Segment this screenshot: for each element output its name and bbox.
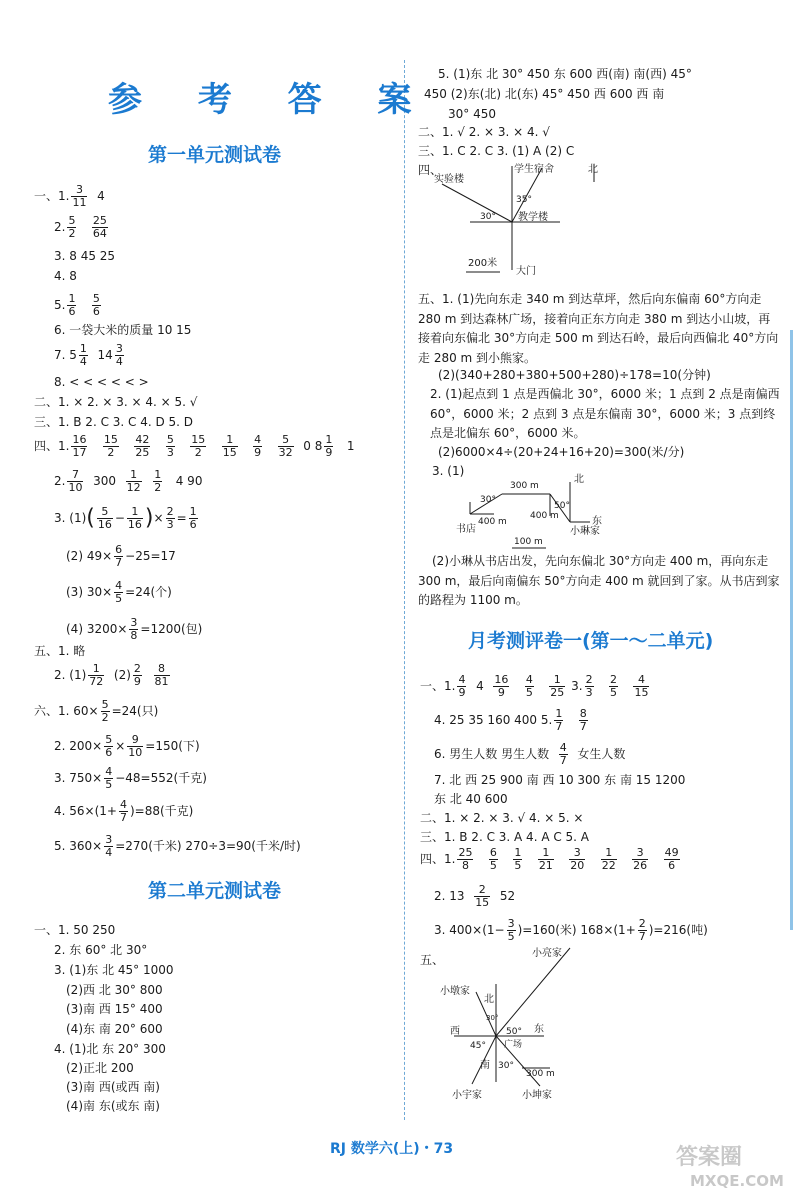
fraction: $\frac{1}{7}$ bbox=[555, 707, 563, 733]
column-divider bbox=[404, 60, 405, 1120]
route-diagram bbox=[450, 472, 620, 552]
fraction: $\frac{25}{64}$ bbox=[92, 214, 107, 240]
answer-line: 3. 400×(1− $\frac{3}{5}$ )=160(米) 168×(1+ $\frac{2}{7}$ )=216(吨) bbox=[434, 917, 708, 943]
fraction: $\frac{4}{5}$ bbox=[105, 765, 113, 791]
angle-label: 50° bbox=[554, 501, 570, 511]
angle-label: 30° bbox=[486, 1014, 499, 1022]
lab-line bbox=[442, 184, 512, 222]
answer-line: 5. $\frac{1}{6}$ $\frac{5}{6}$ bbox=[54, 292, 100, 318]
angle-label: 35° bbox=[516, 195, 532, 205]
yu-label: 小宇家 bbox=[452, 1090, 482, 1101]
watermark-url: MXQE.COM bbox=[690, 1172, 784, 1190]
east-label: 东 bbox=[534, 1024, 544, 1035]
fraction: $\frac{4}{7}$ bbox=[559, 741, 567, 767]
answer-line: 4. 56×(1+ $\frac{4}{7}$ )=88(千克) bbox=[54, 798, 194, 824]
kun-label: 小坤家 bbox=[522, 1090, 552, 1101]
dun-label: 小墩家 bbox=[440, 986, 470, 997]
angle-label: 30° bbox=[480, 212, 496, 222]
answer-line: 三、1. B 2. C 3. C 4. D 5. D bbox=[34, 415, 194, 429]
answer-line: 6. 一袋大米的质量 10 15 bbox=[54, 323, 192, 337]
liang-label: 小亮家 bbox=[532, 948, 562, 959]
fraction: $\frac{4}{15}$ bbox=[634, 673, 649, 699]
fraction: $\frac{3}{4}$ bbox=[105, 833, 113, 859]
shop-label: 书店 bbox=[456, 524, 476, 535]
angle-label: 45° bbox=[470, 1041, 486, 1051]
page-footer: RJ 数学六(上)・73 bbox=[330, 1141, 454, 1157]
fraction: $\frac{9}{10}$ bbox=[128, 733, 143, 759]
answer-line: 8. < < < < < > bbox=[54, 375, 149, 389]
west-label: 西 bbox=[450, 1026, 460, 1037]
fraction-list bbox=[583, 673, 652, 699]
answer-line: 2. (1) $\frac{1}{72}$ (2) $\frac{2}{9}$ $\frac{8}{81}$ bbox=[54, 662, 169, 688]
scale-label: 300 m bbox=[526, 1069, 555, 1079]
fraction: $\frac{1}{25}$ bbox=[550, 673, 565, 699]
fraction: $\frac{1}{4}$ bbox=[79, 342, 87, 368]
answer-line: 三、1. B 2. C 3. A 4. A C 5. A bbox=[420, 830, 590, 844]
fraction: $\frac{5}{3}$ bbox=[166, 433, 174, 459]
compass-diagram bbox=[436, 944, 606, 1114]
answer-line: 3. 750× $\frac{4}{5}$ −48=552(千克) bbox=[54, 765, 207, 791]
home-label: 小琳家 bbox=[570, 526, 600, 537]
fraction: $\frac{5}{2}$ bbox=[68, 214, 76, 240]
answer-line: 450 (2)东(北) 北(东) 45° 450 西 600 西 南 bbox=[424, 87, 665, 101]
north-label: 北 bbox=[484, 994, 494, 1005]
fraction: $\frac{25}{8}$ bbox=[458, 846, 473, 872]
answer-line: (3) 30× $\frac{4}{5}$ =24(个) bbox=[66, 579, 172, 605]
fraction: $\frac{8}{81}$ bbox=[154, 662, 169, 688]
page-edge-strip bbox=[790, 330, 793, 930]
answer-line: (2)正北 200 bbox=[66, 1061, 134, 1075]
answer-line: 7. 北 西 25 900 南 西 10 300 东 南 15 1200 bbox=[434, 773, 686, 787]
fraction: $\frac{8}{7}$ bbox=[579, 707, 587, 733]
answer-line: 一、1. 50 250 bbox=[34, 923, 116, 937]
angle-label: 30° bbox=[498, 1061, 514, 1071]
answer-line: 3. (1)东 北 45° 1000 bbox=[54, 963, 174, 977]
fraction: $\frac{6}{7}$ bbox=[115, 543, 123, 569]
answer-line: 2. 东 60° 北 30° bbox=[54, 943, 148, 957]
fraction: $\frac{3}{4}$ bbox=[115, 342, 123, 368]
fraction: $\frac{15}{2}$ bbox=[103, 433, 118, 459]
answer-line: 5. (1)东 北 30° 450 东 600 西(南) 南(西) 45° bbox=[438, 67, 692, 81]
lab-label: 实验楼 bbox=[434, 174, 464, 185]
page-title: 参 考 答 案 bbox=[108, 80, 434, 120]
answer-paragraph: 五、1. (1)先向东走 340 m 到达草坪，然后向东偏南 60°方向走 280 m 到达森林广场，接着向正东方向走 380 m 到达小山坡，再接着向东偏北 30°方向走 500 m 到达石岭，最后向西偏北 40°方向走 280 m 到小熊家。 bbox=[418, 292, 779, 365]
answer-line: 五、 bbox=[420, 953, 445, 967]
fraction: $\frac{1}{22}$ bbox=[601, 846, 616, 872]
south-label: 南 bbox=[480, 1060, 490, 1071]
fraction: $\frac{1}{72}$ bbox=[89, 662, 104, 688]
distance-label: 400 m bbox=[530, 511, 559, 521]
answer-line: (3)南 西(或西 南) bbox=[66, 1080, 160, 1094]
fraction: $\frac{16}{9}$ bbox=[494, 673, 509, 699]
fraction: $\frac{1}{21}$ bbox=[538, 846, 553, 872]
answer-line: 2. $\frac{7}{10}$ 300 $\frac{1}{12}$ $\frac{1}{2}$ 4 90 bbox=[54, 468, 203, 494]
distance-label: 300 m bbox=[510, 481, 539, 491]
answer-line: 四、 bbox=[418, 163, 443, 177]
angle-label: 50° bbox=[506, 1027, 522, 1037]
fraction: $\frac{2}{7}$ bbox=[638, 917, 646, 943]
teach-label: 教学楼 bbox=[518, 212, 548, 223]
fraction: $\frac{6}{5}$ bbox=[489, 846, 497, 872]
answer-line: 7. 5 $\frac{1}{4}$ 14 $\frac{3}{4}$ bbox=[54, 342, 123, 368]
answer-line: (3)南 西 15° 400 bbox=[66, 1002, 163, 1016]
fraction: $\frac{4}{5}$ bbox=[115, 579, 123, 605]
fraction: $\frac{5}{6}$ bbox=[92, 292, 100, 318]
unit1-title: 第一单元测试卷 bbox=[148, 144, 282, 166]
fraction: $\frac{5}{2}$ bbox=[101, 698, 109, 724]
answer-line: 3. 8 45 25 bbox=[54, 249, 116, 263]
answer-line: 三、1. C 2. C 3. (1) A (2) C bbox=[418, 144, 575, 158]
answer-line: 3. (1) bbox=[432, 464, 465, 478]
answer-paragraph: 2. (1)起点到 1 点是西偏北 30°，6000 米；1 点到 2 点是南偏西 60°，6000 米；2 点到 3 点是东偏南 30°，6000 米；3 点到终点是北偏东 60°，6000 米。 bbox=[430, 387, 780, 440]
north-label: 北 bbox=[588, 164, 598, 175]
answer-line: (2) 49× $\frac{6}{7}$ −25=17 bbox=[66, 543, 176, 569]
answer-line: 2. 13 $\frac{2}{15}$ 52 bbox=[434, 883, 516, 909]
answer-line: 4. 25 35 160 400 5. $\frac{1}{7}$ $\frac{8}{7}$ bbox=[434, 707, 587, 733]
fraction: $\frac{1}{9}$ bbox=[325, 433, 333, 459]
gate-label: 大门 bbox=[516, 266, 536, 277]
dorm-label: 学生宿舍 bbox=[514, 164, 554, 175]
fraction: $\frac{3}{11}$ bbox=[72, 183, 87, 209]
answer-paragraph: (2)小琳从书店出发，先向东偏北 30°方向走 400 m，再向东走 300 m，最后向南偏东 50°方向走 400 m 就回到了家。从书店到家的路程为 1100 m。 bbox=[418, 554, 780, 607]
answer-line: 30° 450 bbox=[448, 107, 496, 121]
fraction: $\frac{2}{5}$ bbox=[610, 673, 618, 699]
east-label: 东 bbox=[592, 516, 602, 527]
fraction: $\frac{49}{6}$ bbox=[664, 846, 679, 872]
square-label: 广场 bbox=[504, 1040, 523, 1050]
fraction: $\frac{15}{2}$ bbox=[191, 433, 206, 459]
answer-line: (2)西 北 30° 800 bbox=[66, 983, 163, 997]
answer-line: 二、1. √ 2. × 3. × 4. √ bbox=[418, 125, 550, 139]
fraction: $\frac{5}{6}$ bbox=[105, 733, 113, 759]
answer-line: 六、1. 60× $\frac{5}{2}$ =24(只) bbox=[34, 698, 159, 724]
fraction: $\frac{1}{6}$ bbox=[189, 505, 197, 531]
answer-line: 6. 男生人数 男生人数 $\frac{4}{7}$ 女生人数 bbox=[434, 741, 626, 767]
school-direction-diagram bbox=[430, 158, 630, 278]
fraction: $\frac{3}{26}$ bbox=[633, 846, 648, 872]
fraction: $\frac{2}{3}$ bbox=[166, 505, 174, 531]
liang-line bbox=[496, 948, 570, 1036]
answer-line: 5. 360× $\frac{3}{4}$ =270(千米) 270÷3=90(千米/时) bbox=[54, 833, 301, 859]
answer-line: (4)南 东(或东 南) bbox=[66, 1099, 160, 1113]
fraction: $\frac{2}{3}$ bbox=[585, 673, 593, 699]
distance-label: 400 m bbox=[478, 517, 507, 527]
answer-line: 四、1. $\frac{25}{8}$ $\frac{6}{5}$ $\frac{1}{5}$ $\frac{1}{21}$ $\frac{3}{20}$ $\frac{1}{22}$ $\frac{3}{26}$ $\frac{49}{6}$ bbox=[420, 847, 682, 872]
answer-line: 2. $\frac{5}{2}$ $\frac{25}{64}$ bbox=[54, 214, 107, 240]
unit2-title: 第二单元测试卷 bbox=[148, 880, 282, 902]
fraction: $\frac{4}{9}$ bbox=[254, 433, 262, 459]
fraction: $\frac{3}{8}$ bbox=[130, 616, 138, 642]
answer-line: 东 北 40 600 bbox=[434, 792, 508, 806]
fraction: $\frac{1}{12}$ bbox=[126, 468, 141, 494]
answer-line: 4. 8 bbox=[54, 269, 77, 283]
answer-line: (2)6000×4÷(20+24+16+20)=300(米/分) bbox=[438, 445, 685, 459]
answer-line: (2)(340+280+380+500+280)÷178=10(分钟) bbox=[438, 368, 711, 382]
month-test-title: 月考测评卷一(第一～二单元) bbox=[468, 630, 714, 652]
fraction: $\frac{2}{9}$ bbox=[133, 662, 141, 688]
answer-line: 2. 200× $\frac{5}{6}$ × $\frac{9}{10}$ =150(下) bbox=[54, 733, 200, 759]
fraction: $\frac{4}{9}$ bbox=[458, 673, 466, 699]
answer-line: 3. (1)( $\frac{5}{16}$ − $\frac{1}{16}$ )× $\frac{2}{3}$ = $\frac{1}{6}$ bbox=[54, 505, 197, 531]
fraction: $\frac{1}{5}$ bbox=[514, 846, 522, 872]
answer-line: (4)东 南 20° 600 bbox=[66, 1022, 163, 1036]
answer-line: 五、1. 略 bbox=[34, 644, 86, 658]
answer-line: 四、1. $\frac{16}{17}$ $\frac{15}{2}$ $\frac{42}{25}$ $\frac{5}{3}$ $\frac{15}{2}$ $\frac{1}{15}$ $\frac{4}{9}$ $\frac{5}{32}$ 0 8 $\frac{1}{9}$ 1 bbox=[34, 433, 355, 459]
angle-label: 30° bbox=[480, 495, 496, 505]
fraction: $\frac{5}{32}$ bbox=[278, 433, 293, 459]
fraction: $\frac{5}{16}$ bbox=[97, 505, 112, 531]
scale-label: 100 m bbox=[514, 537, 543, 547]
fraction: $\frac{4}{7}$ bbox=[119, 798, 127, 824]
answer-line: 一、1. $\frac{3}{11}$ 4 bbox=[34, 183, 105, 209]
fraction: $\frac{42}{25}$ bbox=[135, 433, 150, 459]
fraction: $\frac{16}{17}$ bbox=[72, 433, 87, 459]
fraction: $\frac{3}{20}$ bbox=[570, 846, 585, 872]
fraction: $\frac{3}{5}$ bbox=[507, 917, 515, 943]
answer-line: (4) 3200× $\frac{3}{8}$ =1200(包) bbox=[66, 616, 203, 642]
fraction: $\frac{1}{16}$ bbox=[127, 505, 142, 531]
answer-line: 一、1. $\frac{4}{9}$ 4 $\frac{16}{9}$ $\frac{4}{5}$ $\frac{1}{25}$ 3. $\frac{2}{3}$ $\frac{2}{5}$ $\frac{4}{15}$ bbox=[420, 674, 651, 699]
watermark-logo: 答案圈 bbox=[676, 1145, 743, 1170]
answer-line: 4. (1)北 东 20° 300 bbox=[54, 1042, 166, 1056]
answer-line: 二、1. × 2. × 3. √ 4. × 5. × bbox=[420, 811, 584, 825]
fraction: $\frac{7}{10}$ bbox=[68, 468, 83, 494]
fraction: $\frac{1}{15}$ bbox=[222, 433, 237, 459]
fraction: $\frac{1}{6}$ bbox=[68, 292, 76, 318]
fraction: $\frac{1}{2}$ bbox=[154, 468, 162, 494]
fraction: $\frac{4}{5}$ bbox=[525, 673, 533, 699]
scale-label: 200米 bbox=[468, 258, 498, 269]
north-label: 北 bbox=[574, 474, 584, 485]
answer-line: 二、1. × 2. × 3. × 4. × 5. √ bbox=[34, 395, 198, 409]
fraction-list bbox=[491, 673, 567, 699]
fraction: $\frac{2}{15}$ bbox=[475, 883, 490, 909]
